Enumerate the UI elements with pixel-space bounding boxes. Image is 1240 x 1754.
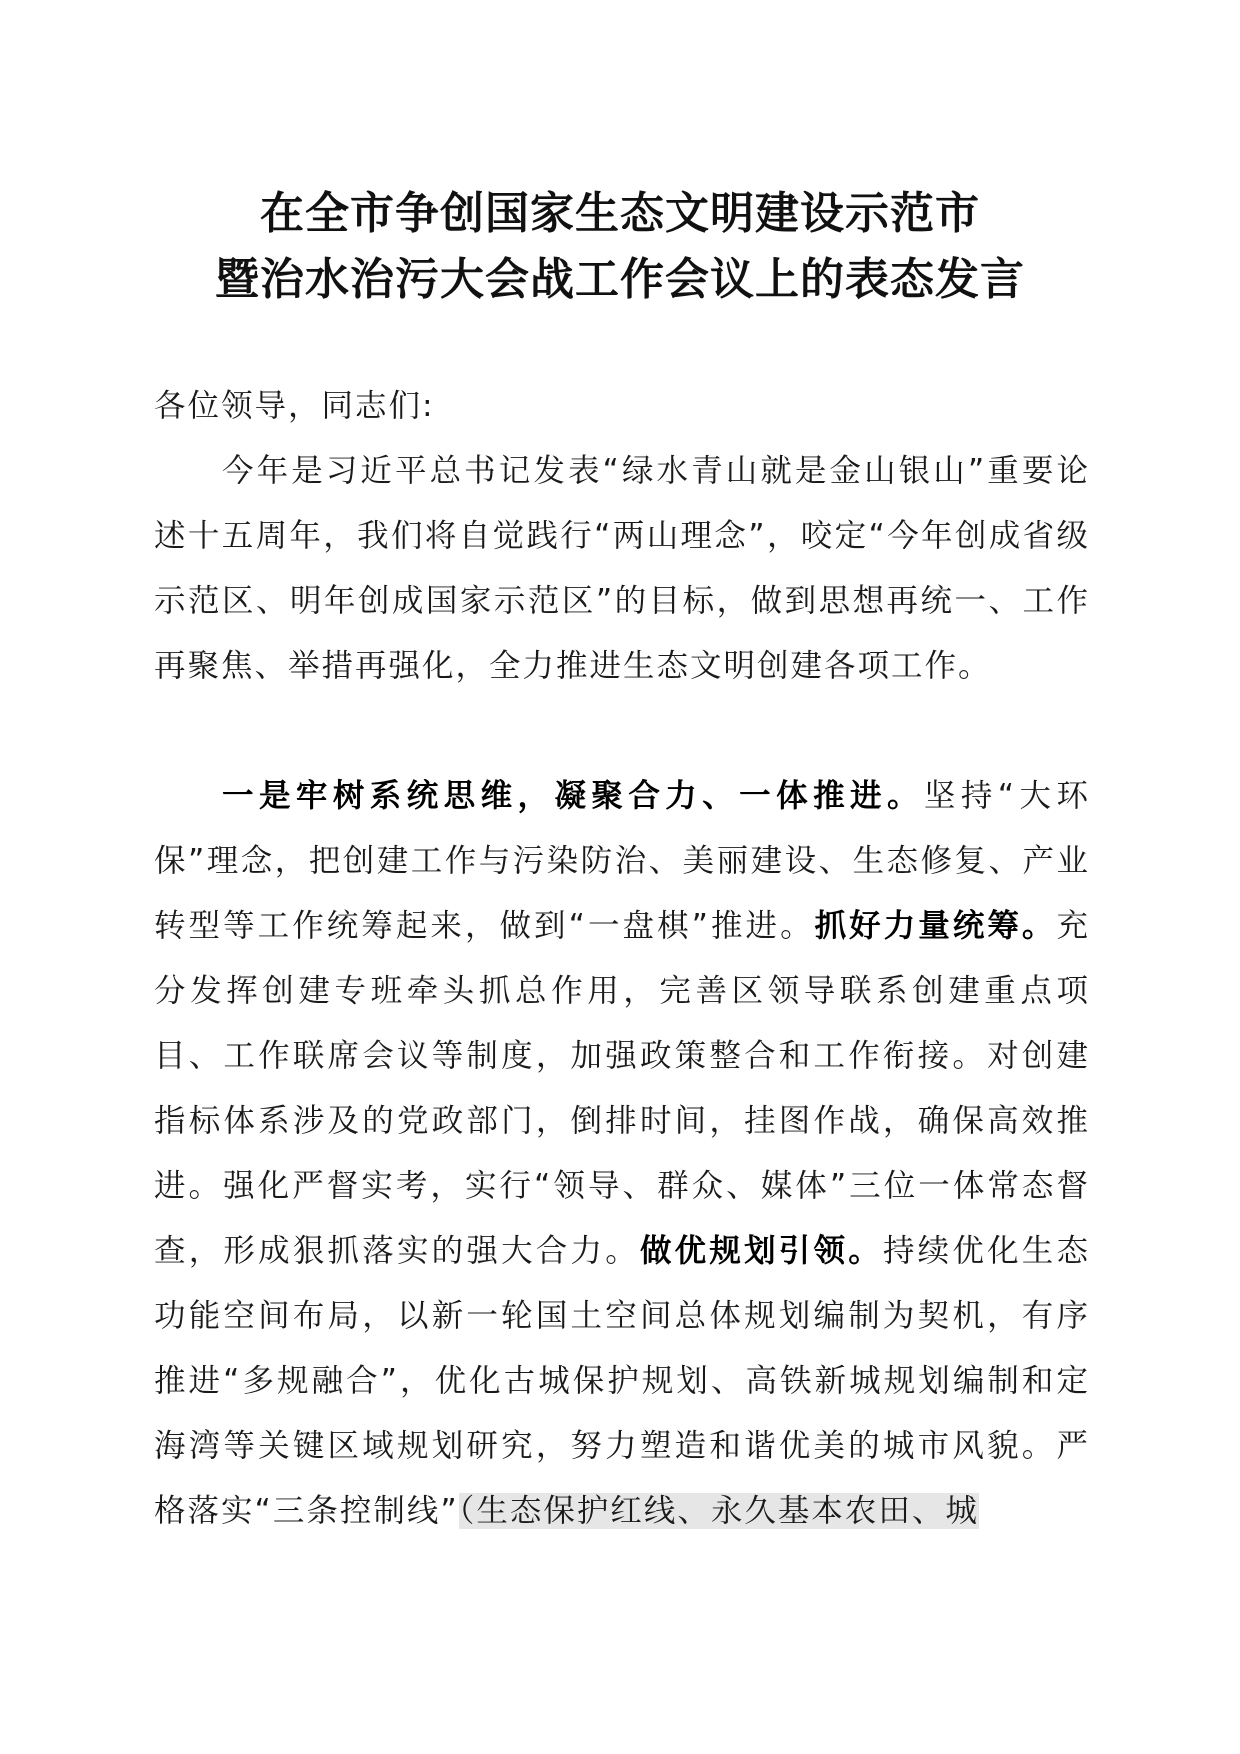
key-phrase-planning-guidance: 做优规划引领。 xyxy=(639,1233,883,1269)
point-one-heading: 一是牢树系统思维，凝聚合力、一体推进。 xyxy=(222,778,924,814)
point-one-text-3: 持续优化生态功能空间布局，以新一轮国土空间总体规划编制为契机，有序推进“多规融合”，优化古城保护规划、高铁新城规划编制和定海湾等关键区域规划研究，努力塑造和谐优美的城市风貌。严格落实“三条控制线” xyxy=(154,1233,1090,1529)
salutation: 各位领导，同志们: xyxy=(154,388,435,424)
highlighted-text: （生态保护红线、永久基本农田、城 xyxy=(458,1493,979,1529)
document-title-line-2: 暨治水治污大会战工作会议上的表态发言 xyxy=(215,254,1025,305)
point-one-text-1: 坚持“大环保”理念，把创建工作与污染防治、美丽建设、生态修复、产业转型等工作统筹起来，做到“一盘棋”推进。 xyxy=(154,778,1090,944)
paragraph-intro: 今年是习近平总书记发表“绿水青山就是金山银山”重要论述十五周年，我们将自觉践行“两山理念”，咬定“今年创成省级示范区、明年创成国家示范区”的目标，做到思想再统一、工作再聚焦、举措再强化，全力推进生态文明创建各项工作。 xyxy=(154,453,1090,684)
point-one-text-2: 充分发挥创建专班牵头抓总作用，完善区领导联系创建重点项目、工作联席会议等制度，加强政策整合和工作衔接。对创建指标体系涉及的党政部门，倒排时间，挂图作战，确保高效推进。强化严督实考，实行“领导、群众、媒体”三位一体常态督查，形成狠抓落实的强大合力。 xyxy=(154,908,1090,1269)
key-phrase-force-coordination: 抓好力量统筹。 xyxy=(814,908,1057,944)
paragraph-point-one xyxy=(154,764,1090,1544)
document-title-line-1: 在全市争创国家生态文明建设示范市 xyxy=(260,188,980,239)
